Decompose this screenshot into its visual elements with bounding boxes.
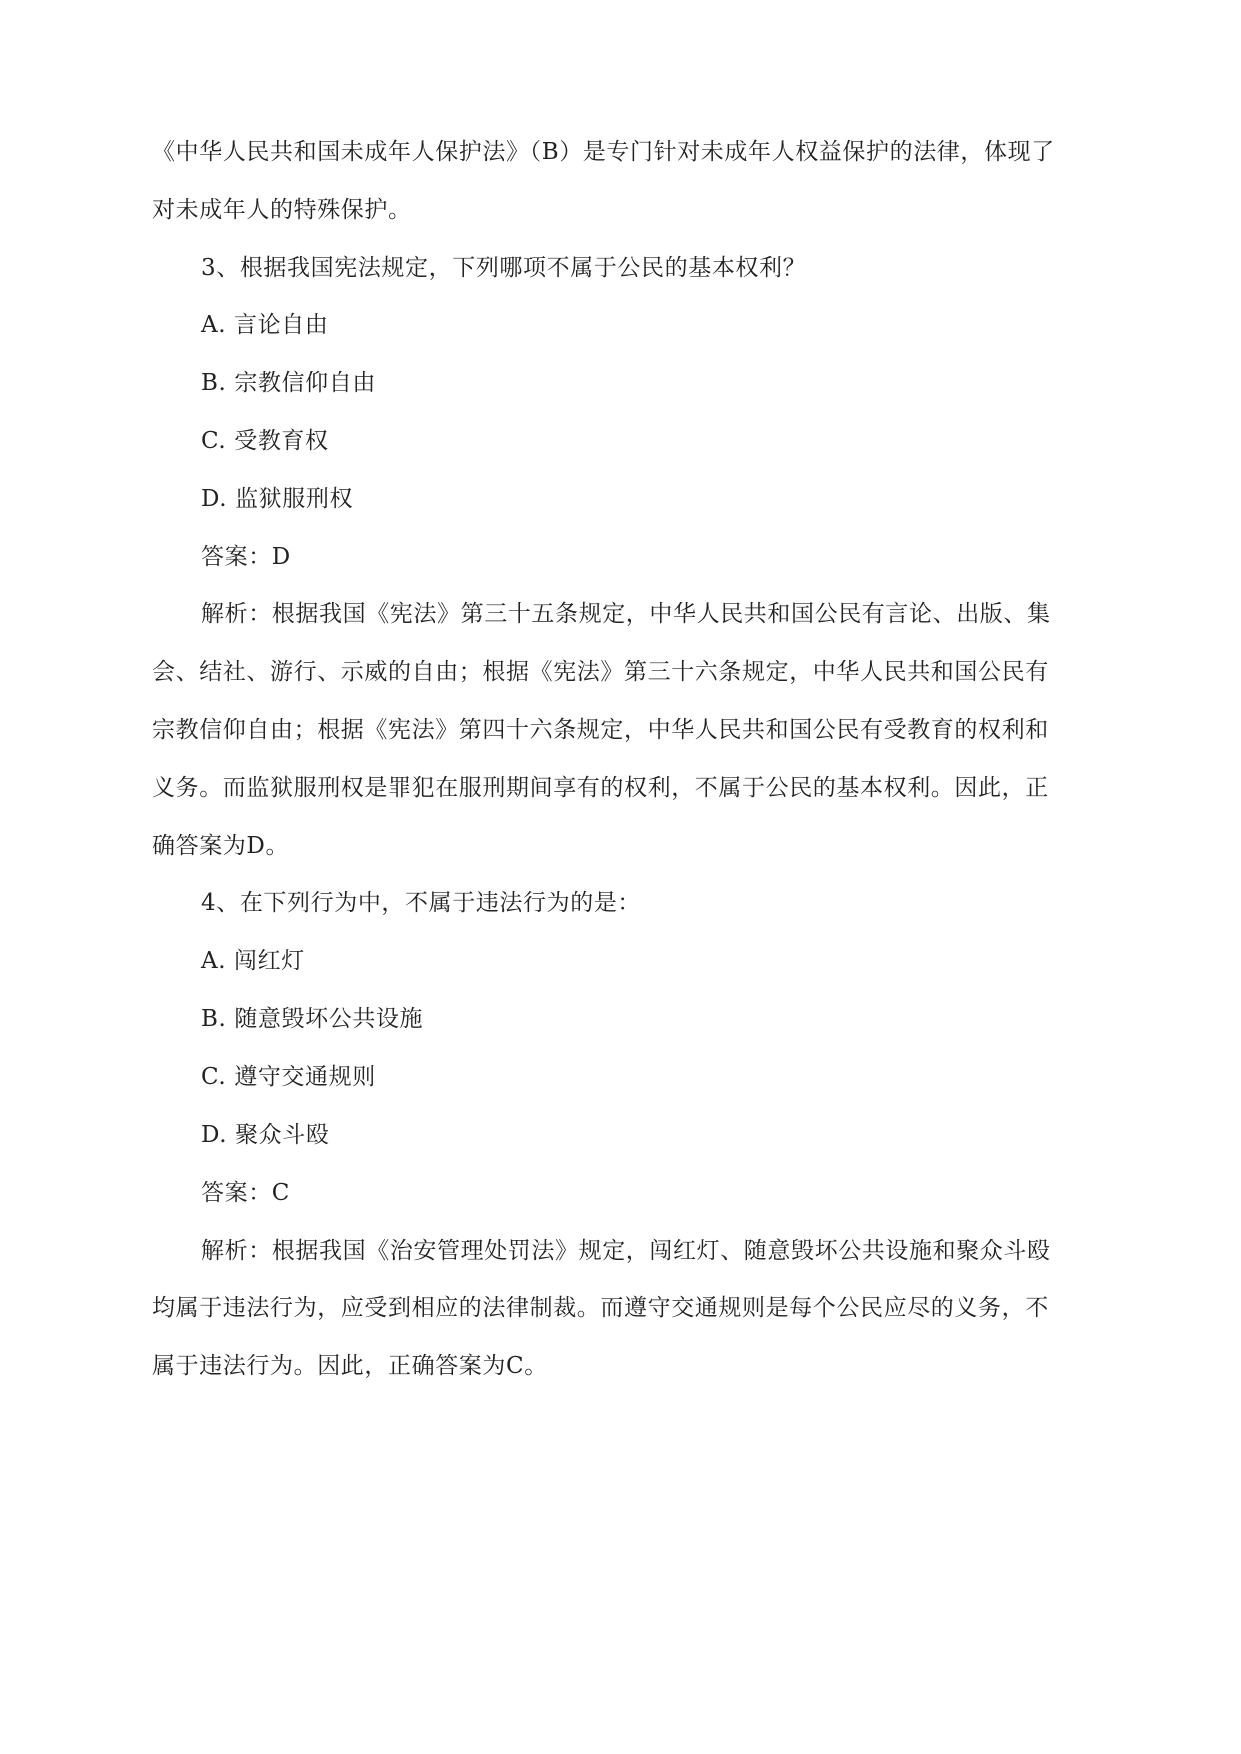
question-4-option-a bbox=[201, 946, 305, 976]
question-3-analysis-line-5: 确答案为D。 bbox=[152, 833, 290, 859]
question-4-option-c bbox=[201, 1062, 376, 1092]
option-text: 闯红灯 bbox=[234, 948, 305, 974]
question-3-option-c bbox=[201, 426, 329, 456]
question-4-stem: 4、在下列行为中，不属于违法行为的是： bbox=[201, 890, 642, 916]
option-letter: D. bbox=[201, 486, 228, 512]
question-3-analysis-line-2: 会、结社、游行、示威的自由；根据《宪法》第三十六条规定，中华人民共和国公民有 bbox=[152, 659, 1049, 685]
option-text: 宗教信仰自由 bbox=[234, 370, 376, 396]
option-text: 言论自由 bbox=[234, 312, 329, 338]
option-text: 遵守交通规则 bbox=[234, 1064, 376, 1090]
question-3-answer: 答案：D bbox=[201, 544, 291, 570]
option-text: 聚众斗殴 bbox=[235, 1122, 330, 1148]
question-3-option-a bbox=[201, 310, 328, 340]
question-3-option-d bbox=[201, 484, 353, 514]
option-letter: A. bbox=[201, 948, 227, 974]
question-4-answer: 答案：C bbox=[201, 1180, 290, 1206]
option-text: 受教育权 bbox=[234, 428, 329, 454]
intro-line-2: 对未成年人的特殊保护。 bbox=[152, 197, 412, 223]
option-letter: C. bbox=[201, 428, 227, 454]
option-letter: D. bbox=[201, 1122, 228, 1148]
question-3-analysis-line-4: 义务。而监狱服刑权是罪犯在服刑期间享有的权利，不属于公民的基本权利。因此，正 bbox=[152, 775, 1049, 801]
question-4-option-d bbox=[201, 1120, 329, 1150]
question-3-stem: 3、根据我国宪法规定，下列哪项不属于公民的基本权利？ bbox=[201, 255, 807, 281]
intro-line-1: 《中华人民共和国未成年人保护法》（B）是专门针对未成年人权益保护的法律，体现了 bbox=[152, 139, 1055, 165]
option-letter: A. bbox=[201, 312, 227, 338]
question-3-analysis-line-3: 宗教信仰自由；根据《宪法》第四十六条规定，中华人民共和国公民有受教育的权利和 bbox=[152, 717, 1049, 743]
option-letter: C. bbox=[201, 1064, 227, 1090]
option-letter: B. bbox=[201, 1006, 227, 1032]
question-3-analysis-line-1: 解析：根据我国《宪法》第三十五条规定，中华人民共和国公民有言论、出版、集 bbox=[201, 601, 1051, 627]
option-text: 随意毁坏公共设施 bbox=[234, 1006, 424, 1032]
option-text: 监狱服刑权 bbox=[235, 486, 354, 512]
question-4-analysis-line-2: 均属于违法行为，应受到相应的法律制裁。而遵守交通规则是每个公民应尽的义务，不 bbox=[152, 1295, 1049, 1321]
question-4-analysis-line-3: 属于违法行为。因此，正确答案为C。 bbox=[152, 1353, 548, 1379]
question-4-analysis-line-1: 解析：根据我国《治安管理处罚法》规定，闯红灯、随意毁坏公共设施和聚众斗殴 bbox=[201, 1238, 1051, 1264]
question-3-option-b bbox=[201, 368, 376, 398]
option-letter: B. bbox=[201, 370, 227, 396]
question-4-option-b bbox=[201, 1004, 423, 1034]
